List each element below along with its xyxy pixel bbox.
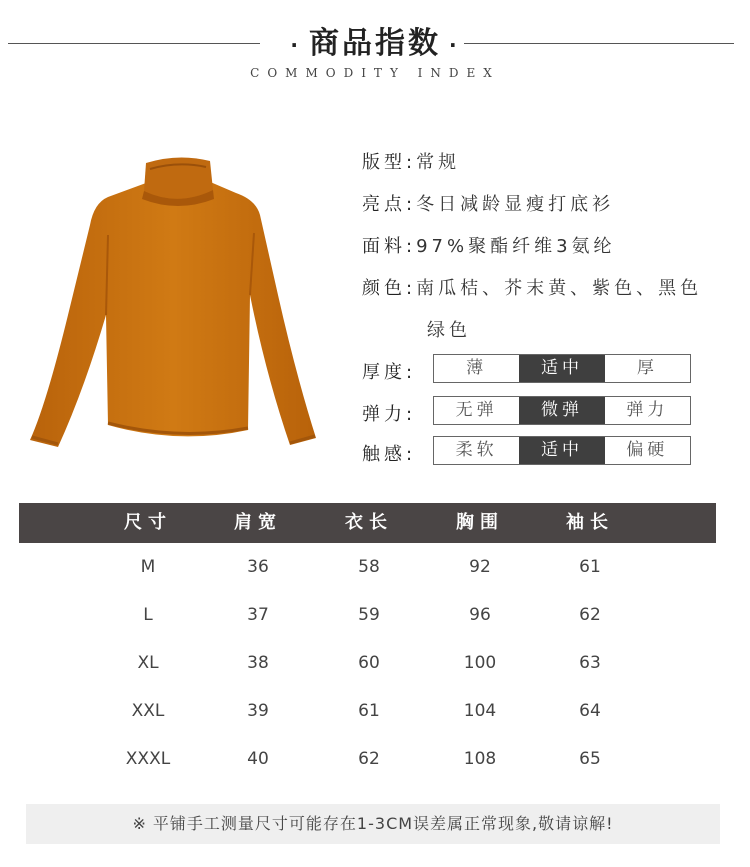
cell-chest: 96 — [469, 605, 491, 625]
cell-sleeve: 62 — [579, 605, 601, 625]
option-touch-hard: 偏硬 — [626, 440, 669, 460]
header — [0, 18, 750, 62]
option-elasticity-none: 无弹 — [455, 400, 498, 420]
cell-shoulder: 36 — [247, 557, 269, 577]
cell-sleeve: 64 — [579, 701, 601, 721]
cell-size: L — [143, 605, 153, 625]
option-elasticity-stretch: 弹力 — [626, 400, 669, 420]
spec-fit-value: 常规 — [416, 152, 461, 173]
cell-length: 58 — [358, 557, 380, 577]
option-thickness-scale — [433, 354, 691, 383]
title-dot-left: · — [290, 32, 301, 57]
spec-feature-value: 冬日减龄显瘦打底衫 — [416, 194, 615, 215]
table-row — [19, 691, 716, 731]
spec-feature — [362, 190, 614, 216]
cell-sleeve: 65 — [579, 749, 601, 769]
option-elasticity-slight: 微弹 — [519, 397, 604, 424]
cell-length: 60 — [358, 653, 380, 673]
size-table-header — [19, 503, 716, 543]
product-image — [28, 155, 328, 460]
table-row — [19, 643, 716, 683]
spec-color-continued: 绿色 — [427, 320, 471, 341]
spec-fit-label: 版型: — [362, 152, 417, 173]
cell-shoulder: 38 — [247, 653, 269, 673]
cell-shoulder: 39 — [247, 701, 269, 721]
cell-chest: 100 — [463, 653, 497, 673]
cell-size: M — [140, 557, 156, 577]
cell-length: 59 — [358, 605, 380, 625]
table-row — [19, 739, 716, 779]
cell-size: XXXL — [125, 749, 171, 769]
option-thickness-thin: 薄 — [466, 358, 488, 378]
spec-feature-label: 亮点: — [362, 194, 417, 215]
table-row — [19, 595, 716, 635]
cell-chest: 92 — [469, 557, 491, 577]
cell-length: 61 — [358, 701, 380, 721]
cell-size: XXL — [131, 701, 165, 721]
cell-chest: 108 — [463, 749, 497, 769]
cell-chest: 104 — [463, 701, 497, 721]
option-elasticity-label: 弹力: — [362, 404, 417, 425]
spec-color-label: 颜色: — [362, 278, 417, 299]
page-subtitle: COMMODITY INDEX — [250, 66, 500, 80]
option-touch-medium: 适中 — [519, 437, 604, 464]
page-title — [282, 18, 467, 62]
option-touch-scale — [433, 436, 691, 465]
spec-fabric — [362, 232, 616, 258]
cell-length: 62 — [358, 749, 380, 769]
cell-sleeve: 63 — [579, 653, 601, 673]
option-elasticity-scale — [433, 396, 691, 425]
spec-color — [362, 274, 702, 300]
option-thickness-medium: 适中 — [519, 355, 604, 382]
spec-color-value: 南瓜桔、芥末黄、紫色、黑色 — [416, 278, 703, 299]
spec-fit — [362, 148, 460, 174]
cell-sleeve: 61 — [579, 557, 601, 577]
table-row — [19, 547, 716, 587]
col-shoulder: 肩宽 — [234, 512, 282, 533]
option-thickness-label: 厚度: — [362, 362, 417, 383]
title-text: 商品指数 — [309, 26, 441, 61]
option-touch-soft: 柔软 — [455, 440, 498, 460]
col-size: 尺寸 — [124, 512, 172, 533]
cell-shoulder: 40 — [247, 749, 269, 769]
cell-shoulder: 37 — [247, 605, 269, 625]
measurement-note: ※ 平铺手工测量尺寸可能存在1-3CM误差属正常现象,敬请谅解! — [26, 804, 720, 844]
cell-size: XL — [137, 653, 159, 673]
col-chest: 胸围 — [456, 512, 504, 533]
spec-fabric-value: 97%聚酯纤维3氨纶 — [416, 236, 616, 257]
option-touch-label: 触感: — [362, 444, 417, 465]
spec-fabric-label: 面料: — [362, 236, 417, 257]
option-thickness-thick: 厚 — [636, 358, 658, 378]
col-sleeve: 袖长 — [566, 512, 614, 533]
col-length: 衣长 — [345, 512, 393, 533]
title-dot-right: · — [449, 32, 460, 57]
